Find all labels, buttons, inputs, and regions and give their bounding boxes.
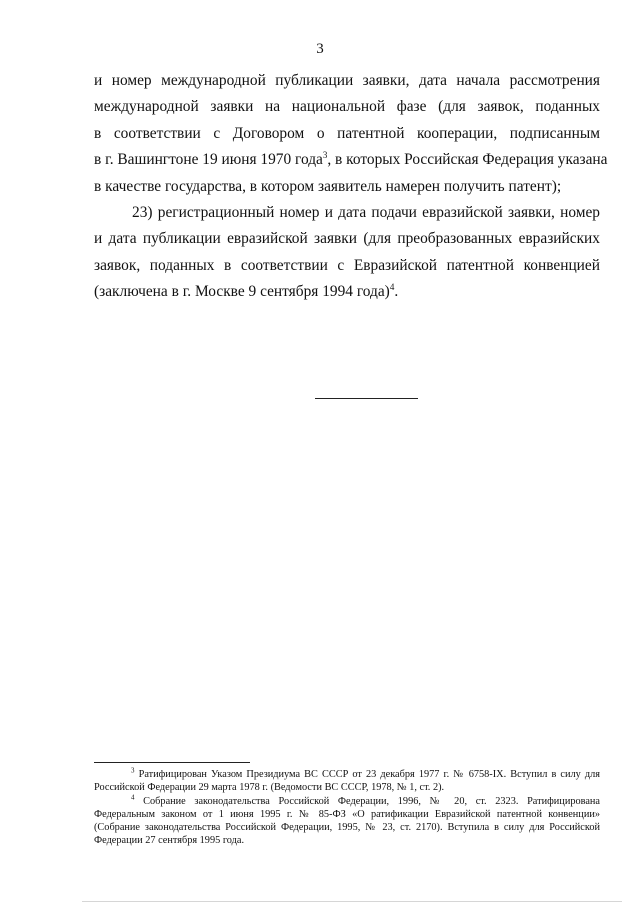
paragraph-2-line-part: . bbox=[394, 283, 399, 301]
footnote-line bbox=[94, 768, 600, 781]
footnote-text: Собрание законодательства Российской Федерации, 1996, № 20, ст. 2323. Ратифицирована bbox=[134, 795, 600, 807]
footnote-text: Ратифицирован Указом Президиума ВС СССР от 23 декабря 1977 г. № 6758-IX. Вступил в силу для bbox=[134, 769, 600, 780]
paragraph-1-line-part: , в которых Российская Федерация указана bbox=[327, 151, 608, 169]
footnote-ref-4[interactable]: 4 bbox=[389, 282, 395, 293]
paragraph-1-line-part: в г. Вашингтоне 19 июня 1970 года bbox=[94, 151, 323, 169]
paragraph-2-line-with-footnote bbox=[94, 279, 600, 305]
footnote-line: Российской Федерации 29 марта 1978 г. (Ведомости ВС СССР, 1978, № 1, ст. 2). bbox=[94, 782, 445, 794]
paragraph-2-line: 23) регистрационный номер и дата подачи евразийской заявки, номер bbox=[132, 204, 600, 221]
paragraph-2-line: и дата публикации евразийской заявки (для преобразованных евразийских bbox=[94, 230, 600, 248]
footnote-separator-line bbox=[94, 762, 250, 763]
paragraph-1-line: и номер международной публикации заявки, дата начала рассмотрения bbox=[94, 72, 600, 89]
paragraph-2-line: заявок, поданных в соответствии с Евразийской патентной конвенцией bbox=[94, 256, 600, 274]
footnote-line: Федерации 27 сентября 1995 года. bbox=[94, 835, 245, 847]
footnote-marker: 3 bbox=[131, 766, 135, 775]
footnotes bbox=[94, 768, 600, 848]
paragraph-1-line: в качестве государства, в котором заявитель намерен получить патент); bbox=[94, 177, 562, 195]
paragraph-1-line-with-footnote bbox=[94, 147, 608, 173]
paragraph-1 bbox=[94, 68, 608, 200]
footnote-line: (Собрание законодательства Российской Федерации, 1995, № 23, ст. 2170). Вступила в силу для Российской bbox=[94, 822, 600, 834]
paragraph-1-line: в соответствии с Договором о патентной кооперации, подписанным bbox=[94, 124, 600, 142]
paragraph-1-line: международной заявки на национальной фазе (для заявок, поданных bbox=[94, 98, 600, 116]
footnote-ref-3[interactable]: 3 bbox=[322, 150, 328, 161]
footnote-line: Федеральным законом от 1 июня 1995 г. № 85-ФЗ «О ратификации Евразийской патентной конвенции» bbox=[94, 808, 600, 820]
footnote-3 bbox=[94, 768, 600, 795]
page-number: 3 bbox=[316, 41, 324, 57]
paragraph-2-line-part: (заключена в г. Москве 9 сентября 1994 года) bbox=[94, 283, 390, 301]
paragraph-2 bbox=[94, 200, 600, 306]
end-separator-line bbox=[315, 398, 418, 399]
footnote-4 bbox=[94, 795, 600, 848]
scan-edge-line bbox=[82, 901, 622, 902]
footnote-marker: 4 bbox=[131, 793, 135, 802]
footnote-line bbox=[94, 795, 600, 808]
